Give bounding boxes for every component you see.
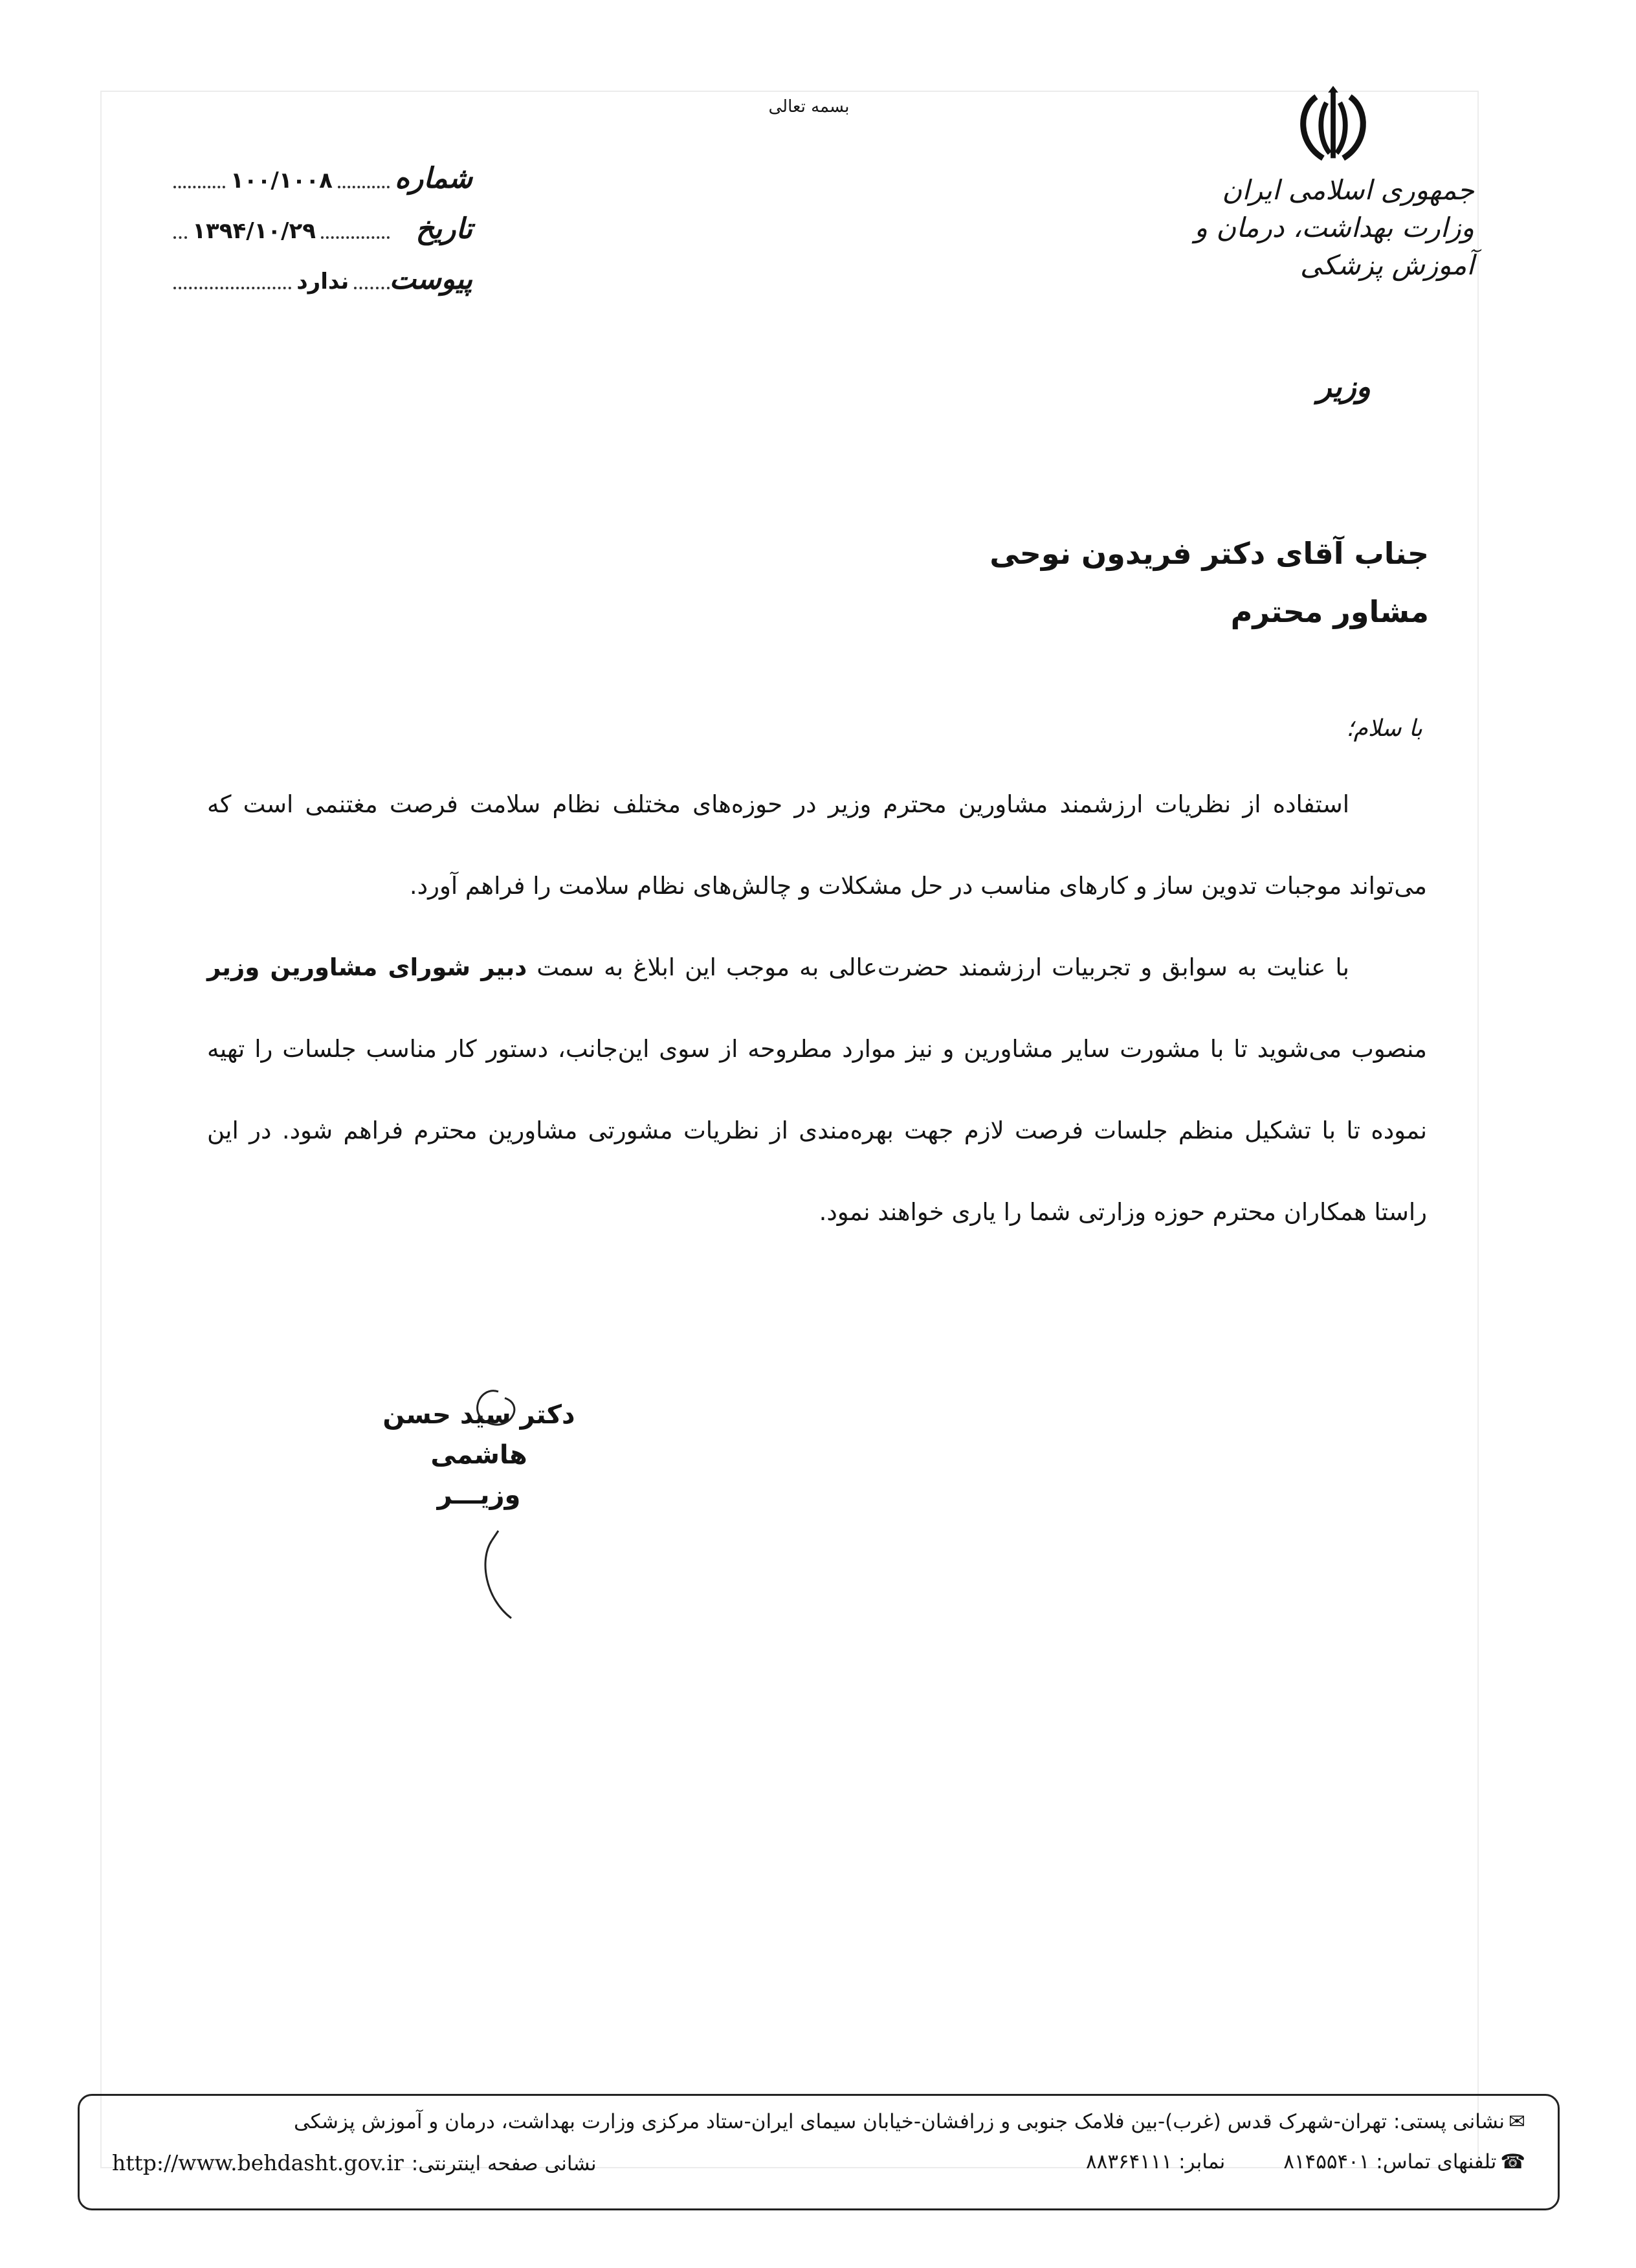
meta-dots <box>321 236 390 239</box>
body-paragraph-2 <box>207 927 1427 1253</box>
council-secretary-title: دبیر شورای مشاورین وزیر <box>207 953 527 981</box>
meta-attachment-label: پیوست <box>389 263 472 296</box>
letter-footer <box>78 2094 1560 2210</box>
footer-fax: نمابر: ۸۸۳۶۴۱۱۱ <box>1086 2150 1226 2174</box>
website-link[interactable]: http://www.behdasht.gov.ir <box>112 2150 404 2175</box>
letter-meta <box>168 162 472 313</box>
meta-dots <box>354 287 390 289</box>
meta-date-value: ۱۳۹۴/۱۰/۲۹ <box>192 218 316 244</box>
body-paragraph-1: استفاده از نظریات ارزشمند مشاورین محترم وزیر در حوزه‌های مختلف نظام سلامت فرصت مغتنمی است که می‌تواند موجبات تدوین ساز و کارهای مناسب در حل مشکلات و چالش‌های نظام سلامت را فراهم آورد. <box>207 790 1427 900</box>
meta-attachment-value: ندارد <box>296 269 349 295</box>
meta-dots <box>173 287 291 289</box>
handwritten-signature <box>453 1379 557 1625</box>
footer-phones <box>1283 2150 1525 2175</box>
office-label: وزیر <box>1317 369 1371 404</box>
footer-contact-row <box>112 2150 1525 2175</box>
phone-icon: ☎ <box>1500 2150 1525 2174</box>
meta-number-row <box>168 162 472 212</box>
ministry-line-country: جمهوری اسلامی ایران <box>1222 174 1474 206</box>
iran-emblem-icon <box>1291 84 1375 168</box>
recipient <box>652 524 1429 641</box>
meta-dots <box>173 236 187 239</box>
letter-body <box>207 764 1427 1253</box>
meta-date-row <box>168 212 472 263</box>
footer-phones-text: تلفنهای تماس: ۸۱۴۵۵۴۰۱ <box>1283 2150 1497 2174</box>
basmala: بسمه تعالی <box>768 97 850 117</box>
meta-dots <box>338 186 390 188</box>
paragraph-2-start: با عنایت به سوابق و تجربیات ارزشمند حضرت‌عالی به موجب این ابلاغ به سمت <box>536 953 1349 981</box>
footer-postal-address: نشانی پستی: تهران-شهرک قدس (غرب)-بین فلامک جنوبی و زرافشان-خیابان سیمای ایران-ستاد مرکزی وزارت بهداشت، درمان و آموزش پزشکی <box>293 2110 1505 2133</box>
meta-number-value: ۱۰۰/۱۰۰۸ <box>230 168 333 194</box>
recipient-title: مشاور محترم <box>1230 594 1429 629</box>
footer-postal-row <box>112 2110 1525 2150</box>
meta-date-label: تاریخ <box>415 212 472 245</box>
signer-title: وزیـــر <box>437 1480 521 1510</box>
paragraph-2-end: منصوب می‌شوید تا با مشورت سایر مشاورین و نیز موارد مطروحه از سوی این‌جانب، دستور کار مناسب جلسات را تهیه نموده تا با تشکیل منظم جلسات فرصت لازم جهت بهره‌مندی از نظریات مشورتی مشاورین محترم فراهم شود. در این راستا همکاران محترم حوزه وزارتی شما را یاری خواهند نمود. <box>207 1035 1427 1226</box>
footer-website-label: نشانی صفحه اینترنتی: <box>411 2152 597 2175</box>
signer-name: دکتر سید حسن هاشمی <box>382 1400 575 1470</box>
meta-attachment-row <box>168 263 472 313</box>
footer-website <box>112 2150 597 2175</box>
ministry-line-ministry: وزارت بهداشت، درمان و آموزش پزشکی <box>1194 212 1474 281</box>
meta-number-label: شماره <box>394 162 472 195</box>
ministry-name <box>1138 172 1474 284</box>
recipient-name: جناب آقای دکتر فریدون نوحی <box>989 536 1429 571</box>
salutation: با سلام؛ <box>1346 715 1422 742</box>
envelope-icon: ✉ <box>1509 2110 1525 2133</box>
meta-dots <box>173 186 225 188</box>
